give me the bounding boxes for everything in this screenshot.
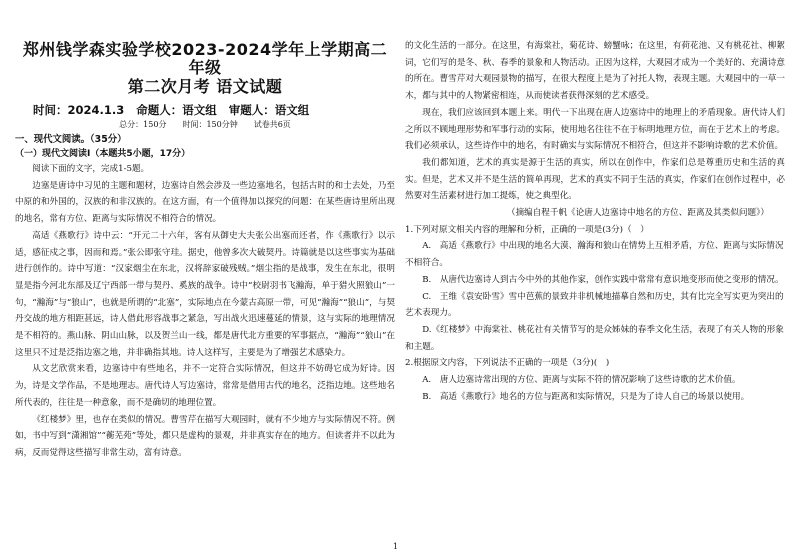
- exam-time: 时间：2024.1.3: [33, 103, 125, 117]
- passage-paragraph: 的文化生活的一部分。在这里，有海棠社，菊花诗、螃蟹咏；在这里，有荷花池、又有桃花社、柳絮词，它们写的是冬、秋、春季的景象和人物活动。正因为这样，大观园才成为一个美好的、充满诗意的所在。曹雪芹对大观园景物的描写，在很大程度上是为了衬托人物，表现主题。大观园中的一草一木，都与其中的人物紧密相连，从而使读者获得深刻的艺术感受。: [405, 41, 785, 102]
- subsection-heading: （一）现代文阅读Ⅰ（本题共5小题，17分）: [15, 149, 191, 159]
- exam-info: 总分：150分 时间：150分钟 试卷共6页: [119, 120, 291, 129]
- passage-paragraph: 边塞是唐诗中习见的主题和题材，边塞诗自然会涉及一些边塞地名，包括古时的和士去处，乃至中原的和外国的，汉族的和非汉族的。在这方面，有一个值得加以探究的问题：在某些唐诗里所出现的地名，常有方位、距离与实际情况不相符合的情况。: [15, 180, 395, 225]
- question-2-option-b: B. 高适《燕歌行》地名的方位与距离和实际情况，只是为了诗人自己的场景以使用。: [422, 391, 750, 402]
- section-heading: 一、现代文阅读。（35分）: [15, 134, 127, 145]
- left-column: [15, 0, 395, 462]
- passage-paragraph: 现在，我们应该回到本题上来。明代一下出现在唐人边塞诗中的地理上的矛盾现象。唐代诗人们之所以不顾地理形势和军事行动的实际，使用地名往往不在于标明地理方位，而在于艺术上的考虑。我们必须承认，这些诗作中的地名，有时确实与实际情况不相符合，但这并不影响诗歌的艺术价值。: [405, 107, 785, 152]
- passage-paragraph: 高适《燕歌行》诗中云：“开元二十六年，客有从御史大夫张公出塞而还者，作《燕歌行》以示适，感征戍之事，因而和焉。”张公即张守珪。据史，他曾多次大破契丹。诗篇就是以这些事实为基础进行创作的。诗中写道：“汉家烟尘在东北，汉将辞家破残贼。”烟尘指的是战事，发生在东北，很明显是指今河北东部及辽宁西部一带与契丹、奚族的战争。诗中“校尉羽书飞瀚海，单于猎火照狼山”一句，“瀚海”与“狼山”，也就是所谓的“北塞”，实际地点在今蒙古高原一带，可见“瀚海”“狼山”，与契丹交战的地方相距甚远，诗人借此形容战事之紧急，写出战火迅速蔓延的情景，这与实际的地理情况是不相符的。燕山脉、阴山山脉，以及贺兰山一线，都是唐代北方重要的军事据点，“瀚海”“狼山”在这里只不过是泛指边塞之地，并非确指其地。诗人这样写，主要是为了增强艺术感染力。: [15, 230, 395, 358]
- question-1-option-d: D.《红楼梦》中海棠社、桃花社有关情节写的是众姊妹的春季文化生活，表现了有关人物的形象和主题。: [405, 324, 784, 352]
- page-number: 1: [393, 542, 399, 551]
- exam-subtitle: 第二次月考 语文试题: [127, 77, 283, 96]
- exam-meta: [33, 102, 395, 118]
- right-column: [405, 38, 785, 405]
- passage-paragraph: 《红楼梦》里，也存在类似的情况。曹雪芹在描写大观园时，就有不少地方与实际情况不符。例如，书中写到“潇湘馆”“蘅芜苑”等处，都只是虚构的景观，并非真实存在的地方。但读者并不以此为病，反而觉得这些描写非常生动，富有诗意。: [15, 414, 395, 458]
- question-1-option-a: A. 高适《燕歌行》中出现的地名大漠、瀚海和狼山在情势上互相矛盾，方位、距离与实际情况不相符合。: [405, 241, 784, 269]
- source-citation: （摘编自程千帆《论唐人边塞诗中地名的方位、距离及其类似问题》）: [506, 208, 769, 219]
- passage-paragraph: 我们都知道，艺术的真实是源于生活的真实，所以在创作中，作家们总是尊重历史和生活的真实。但是，艺术又并不是生活的简单再现，艺术的真实不同于生活的真实，作家们在创作过程中，必然要对生活素材进行加工提炼，使之典型化。: [405, 157, 785, 202]
- exam-setter: 命题人：语文组: [136, 103, 217, 117]
- exam-reviewer: 审题人：语文组: [228, 103, 310, 117]
- question-1-stem: 1.下列对原文相关内容的理解和分析，正确的一项是(3分)（ ）: [405, 224, 649, 235]
- passage-paragraph: 从文艺欣赏来看，边塞诗中有些地名，并不一定符合实际情况，但这并不妨碍它成为好诗。因为，诗是文学作品，不是地理志。唐代诗人写边塞诗，常常是借用古代的地名，泛指边地。这些地名所代表的，往往是一种意象，而不是确切的地理位置。: [15, 364, 395, 408]
- exam-title: 郑州钱学森实验学校2023-2024学年上学期高二年级: [22, 40, 388, 77]
- question-1-option-b: B. 从唐代边塞诗人到古今中外的其他作家，创作实践中常常有意识地变形而使之变形的情况。: [422, 274, 784, 285]
- question-2-stem: 2.根据原文内容，下列说法不正确的一项是（3分)( ): [405, 358, 610, 369]
- question-2-option-a: A. 唐人边塞诗常出现的方位、距离与实际不符的情况影响了这些诗歌的艺术价值。: [422, 375, 741, 386]
- reading-instruction: 阅读下面的文字，完成1-5题。: [32, 164, 150, 174]
- question-1-option-c: C. 王维《袁安卧雪》雪中芭蕉的景致并非机械地描摹自然和历史，其有比完全写实更为突出的艺术表现力。: [405, 291, 784, 319]
